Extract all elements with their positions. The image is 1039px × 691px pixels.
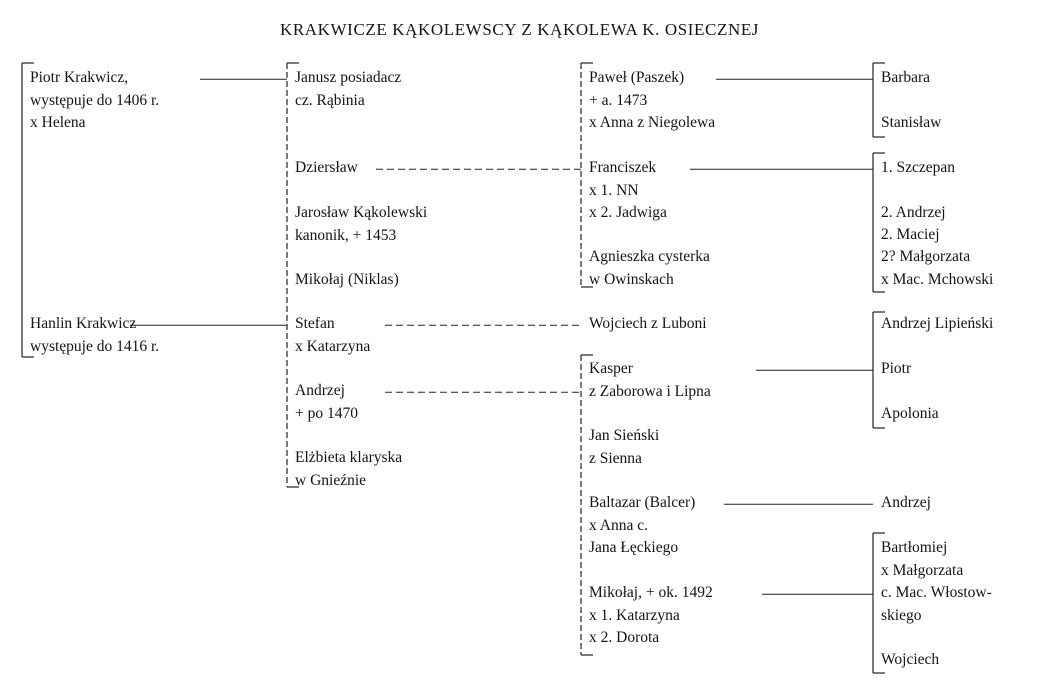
person-barbara [881, 67, 930, 90]
person-line: Stanisław [881, 114, 942, 131]
person-line: 2. Andrzej [881, 204, 946, 221]
person-baltazar [589, 492, 695, 560]
person-line: x Anna z Niegolewa [589, 114, 716, 131]
person-line: 2? Małgorzata [881, 248, 971, 265]
person-pawel [589, 67, 715, 135]
person-line: Andrzej Lipieński [881, 315, 994, 332]
diagram-title: KRAKWICZE KĄKOLEWSCY Z KĄKOLEWA K. OSIECZNEJ [279, 20, 760, 39]
person-andrzej2 [881, 202, 946, 225]
person-line: Mikołaj, + ok. 1492 [589, 584, 713, 601]
person-line: Wojciech z Luboni [589, 315, 707, 332]
person-line: Hanlin Krakwicz [30, 315, 137, 332]
person-line: Bartłomiej [881, 539, 948, 556]
person-line: Franciszek [589, 159, 657, 176]
person-line: Apolonia [881, 405, 939, 422]
person-line: Stefan [295, 315, 335, 332]
person-jan [589, 425, 659, 470]
person-franciszek [589, 157, 667, 225]
person-line: Baltazar (Balcer) [589, 494, 696, 511]
person-line: z Zaborowa i Lipna [589, 382, 711, 400]
person-line: 1. Szczepan [881, 159, 956, 176]
person-hanlin [30, 313, 159, 358]
person-line: Wojciech [881, 651, 940, 668]
person-janusz [295, 67, 401, 112]
person-line: + po 1470 [295, 404, 358, 422]
person-line: Agnieszka cysterka [589, 248, 710, 265]
person-line: Piotr [881, 360, 912, 377]
person-maciej [881, 224, 940, 247]
person-wojciech2 [881, 649, 939, 672]
person-andrzej-lip [881, 313, 993, 336]
person-line: w Gnieźnie [295, 471, 367, 489]
person-line: x 1. NN [589, 181, 639, 199]
person-kasper [589, 358, 711, 403]
person-line: Piotr Krakwicz, [30, 69, 129, 86]
person-szczepan [881, 157, 955, 180]
person-andrzej1 [295, 380, 358, 425]
person-line: Janusz posiadacz [295, 69, 402, 86]
person-agnieszka [589, 246, 710, 291]
person-stanislaw [881, 112, 941, 135]
person-line: c. Mac. Włostow- [881, 584, 992, 601]
person-line: x 2. Jadwiga [589, 204, 667, 221]
person-line: Jarosław Kąkolewski [295, 204, 428, 221]
person-line: Andrzej [881, 494, 931, 511]
person-line: x Helena [30, 114, 86, 131]
person-line: x 1. Katarzyna [589, 606, 680, 624]
person-line: Andrzej [295, 382, 345, 399]
person-line: x Anna c. [589, 516, 648, 534]
person-line: skiego [881, 606, 922, 624]
person-malgorzata1 [881, 246, 993, 291]
person-line: występuje do 1406 r. [30, 91, 160, 109]
person-line: cz. Rąbinia [295, 91, 365, 109]
person-line: Kasper [589, 360, 633, 377]
person-elzbieta [295, 447, 402, 492]
person-line: kanonik, + 1453 [295, 226, 397, 244]
person-line: x Mac. Mchowski [881, 270, 994, 288]
person-piotr2 [881, 358, 911, 381]
person-mikolaj1 [295, 269, 399, 292]
person-piotr [30, 67, 159, 135]
person-line: Paweł (Paszek) [589, 69, 685, 86]
person-line: x Katarzyna [295, 337, 371, 355]
person-wojciech1 [589, 313, 707, 336]
person-bartlomiej [881, 537, 992, 627]
person-line: x 2. Dorota [589, 629, 660, 646]
person-line: + a. 1473 [589, 91, 648, 109]
person-line: 2. Maciej [881, 226, 940, 243]
person-mikolaj2 [589, 582, 713, 650]
person-apolonia [881, 403, 939, 426]
person-jaroslaw [295, 202, 427, 247]
person-line: Jan Sieński [589, 427, 660, 444]
bracket-group [22, 63, 885, 673]
person-line: Dziersław [295, 159, 358, 176]
person-line: Barbara [881, 69, 931, 86]
person-line: z Sienna [589, 449, 642, 467]
person-line: w Owinskach [589, 270, 674, 288]
person-stefan [295, 313, 370, 358]
person-line: Mikołaj (Niklas) [295, 271, 399, 288]
person-andrzej3 [881, 492, 931, 515]
person-line: Jana Łęckiego [589, 539, 679, 556]
person-line: Elżbieta klaryska [295, 449, 403, 466]
person-line: występuje do 1416 r. [30, 337, 160, 355]
person-line: x Małgorzata [881, 561, 964, 579]
connector-group [130, 79, 873, 594]
person-dzierslaw [295, 157, 358, 180]
